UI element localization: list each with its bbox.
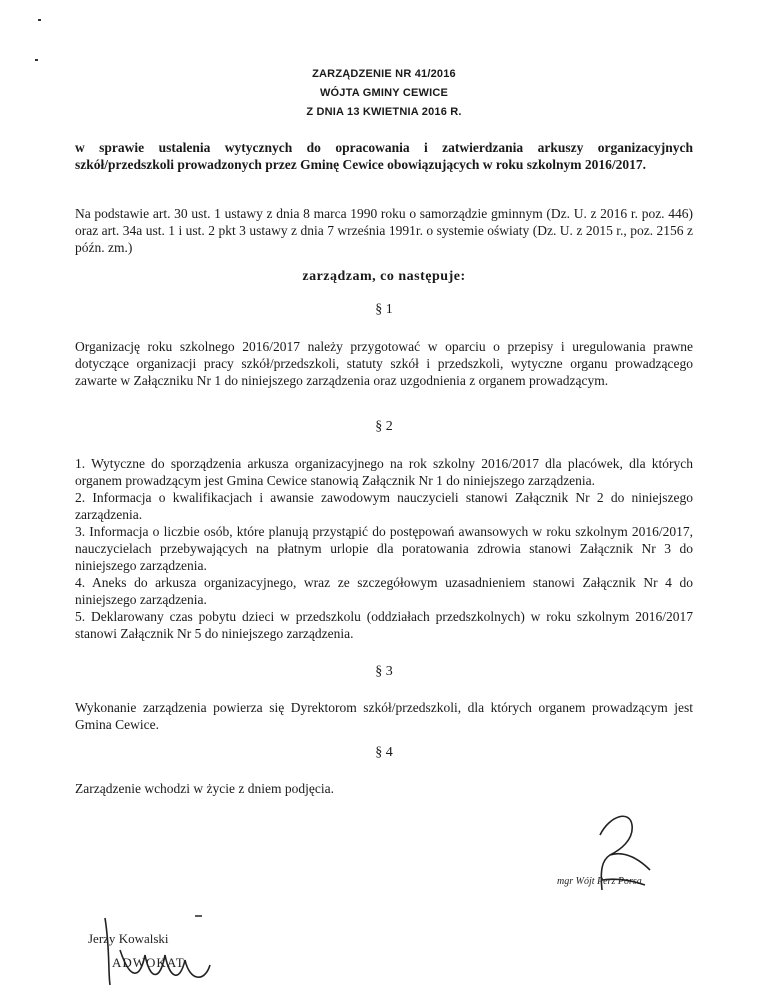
section-4-text: Zarządzenie wchodzi w życie z dniem podjęcia. [75, 781, 334, 796]
stamp-title: ADWOKAT [112, 955, 185, 970]
list-item [75, 574, 693, 608]
item-number: 5. [75, 609, 86, 624]
scan-speck [35, 59, 38, 61]
item-text: Informacja o liczbie osób, które planują przystąpić do postępowań awansowych w roku szkolnym 2016/2017, nauczycielach przebywających na płatnym urlopie dla poratowania zdrowia stanowi Załącznik Nr 3 do niniejszego zarządzenia. [75, 524, 694, 573]
document-title: ZARZĄDZENIE NR 41/2016 [312, 68, 456, 80]
item-number: 2. [75, 490, 86, 505]
decree-statement: zarządzam, co następuje: [302, 269, 466, 284]
signature-scribble [540, 810, 700, 910]
section-3-text: Wykonanie zarządzenia powierza się Dyrektorom szkół/przedszkoli, dla których organem prowadzącym jest Gmina Cewice. [75, 700, 693, 732]
signature-wojt [540, 810, 700, 910]
item-number: 3. [75, 524, 86, 539]
signature-scribble [80, 910, 240, 990]
stamp-name [88, 931, 169, 947]
legal-basis: Na podstawie art. 30 ust. 1 ustawy z dnia 8 marca 1990 roku o samorządzie gminnym (Dz. U. z 2016 r. poz. 446) oraz art. 34a ust. 1 i ust. 2 pkt 3 ustawy z dnia 7 września 1991r. o systemie oświaty (Dz. U. z 2015 r., poz. 2156 z późn. zm.) [75, 206, 693, 255]
list-item [75, 608, 693, 642]
stamp-surname: Kowalski [118, 931, 169, 946]
list-item [75, 489, 693, 523]
stamp-first-name: Jerzy [88, 931, 116, 946]
section-1-text: Organizację roku szkolnego 2016/2017 należy przygotować w oparciu o przepisy i uregulowania prawne dotyczące organizacji pracy szkół/przedszkoli, statuty szkół i przedszkoli, wytyczne organu prowadzącego zawarte w Załączniku Nr 1 do niniejszego zarządzenia oraz uzgodnienia z organem prowadzącym. [75, 339, 693, 388]
item-text: Deklarowany czas pobytu dzieci w przedszkolu (oddziałach przedszkolnych) w roku szkolnym 2016/2017 stanowi Załącznik Nr 5 do niniejszego zarządzenia. [75, 609, 693, 641]
scan-speck [38, 19, 41, 21]
item-number: 1. [75, 456, 86, 471]
item-text: Aneks do arkusza organizacyjnego, wraz ze szczegółowym uzasadnieniem stanowi Załącznik Nr 4 do niniejszego zarządzenia. [75, 575, 693, 607]
document-issuer: WÓJTA GMINY CEWICE [319, 87, 449, 99]
section-2-list [75, 455, 693, 642]
section-heading: § 1 [375, 302, 393, 317]
signature-adwokat [80, 910, 240, 990]
item-number: 4. [75, 575, 86, 590]
item-text: Informacja o kwalifikacjach i awansie zawodowym nauczycieli stanowi Załącznik Nr 2 do niniejszego zarządzenia. [75, 490, 693, 522]
section-heading: § 4 [375, 745, 393, 760]
document-date: Z DNIA 13 KWIETNIA 2016 R. [306, 106, 462, 118]
section-heading: § 3 [375, 664, 393, 679]
list-item [75, 523, 693, 574]
document-subject: w sprawie ustalenia wytycznych do opracowania i zatwierdzania arkuszy organizacyjnych szkół/przedszkoli prowadzonych przez Gminę Cewice obowiązujących w roku szkolnym 2016/2017. [75, 140, 693, 172]
stamp-text: mgr Wójt Perz Porsa [557, 876, 642, 887]
list-item [75, 455, 693, 489]
item-text: Wytyczne do sporządzenia arkusza organizacyjnego na rok szkolny 2016/2017 dla placówek, dla których organem prowadzącym jest Gmina Cewice stanowią Załącznik Nr 1 do niniejszego zarządzenia. [75, 456, 693, 488]
section-heading: § 2 [375, 419, 393, 434]
